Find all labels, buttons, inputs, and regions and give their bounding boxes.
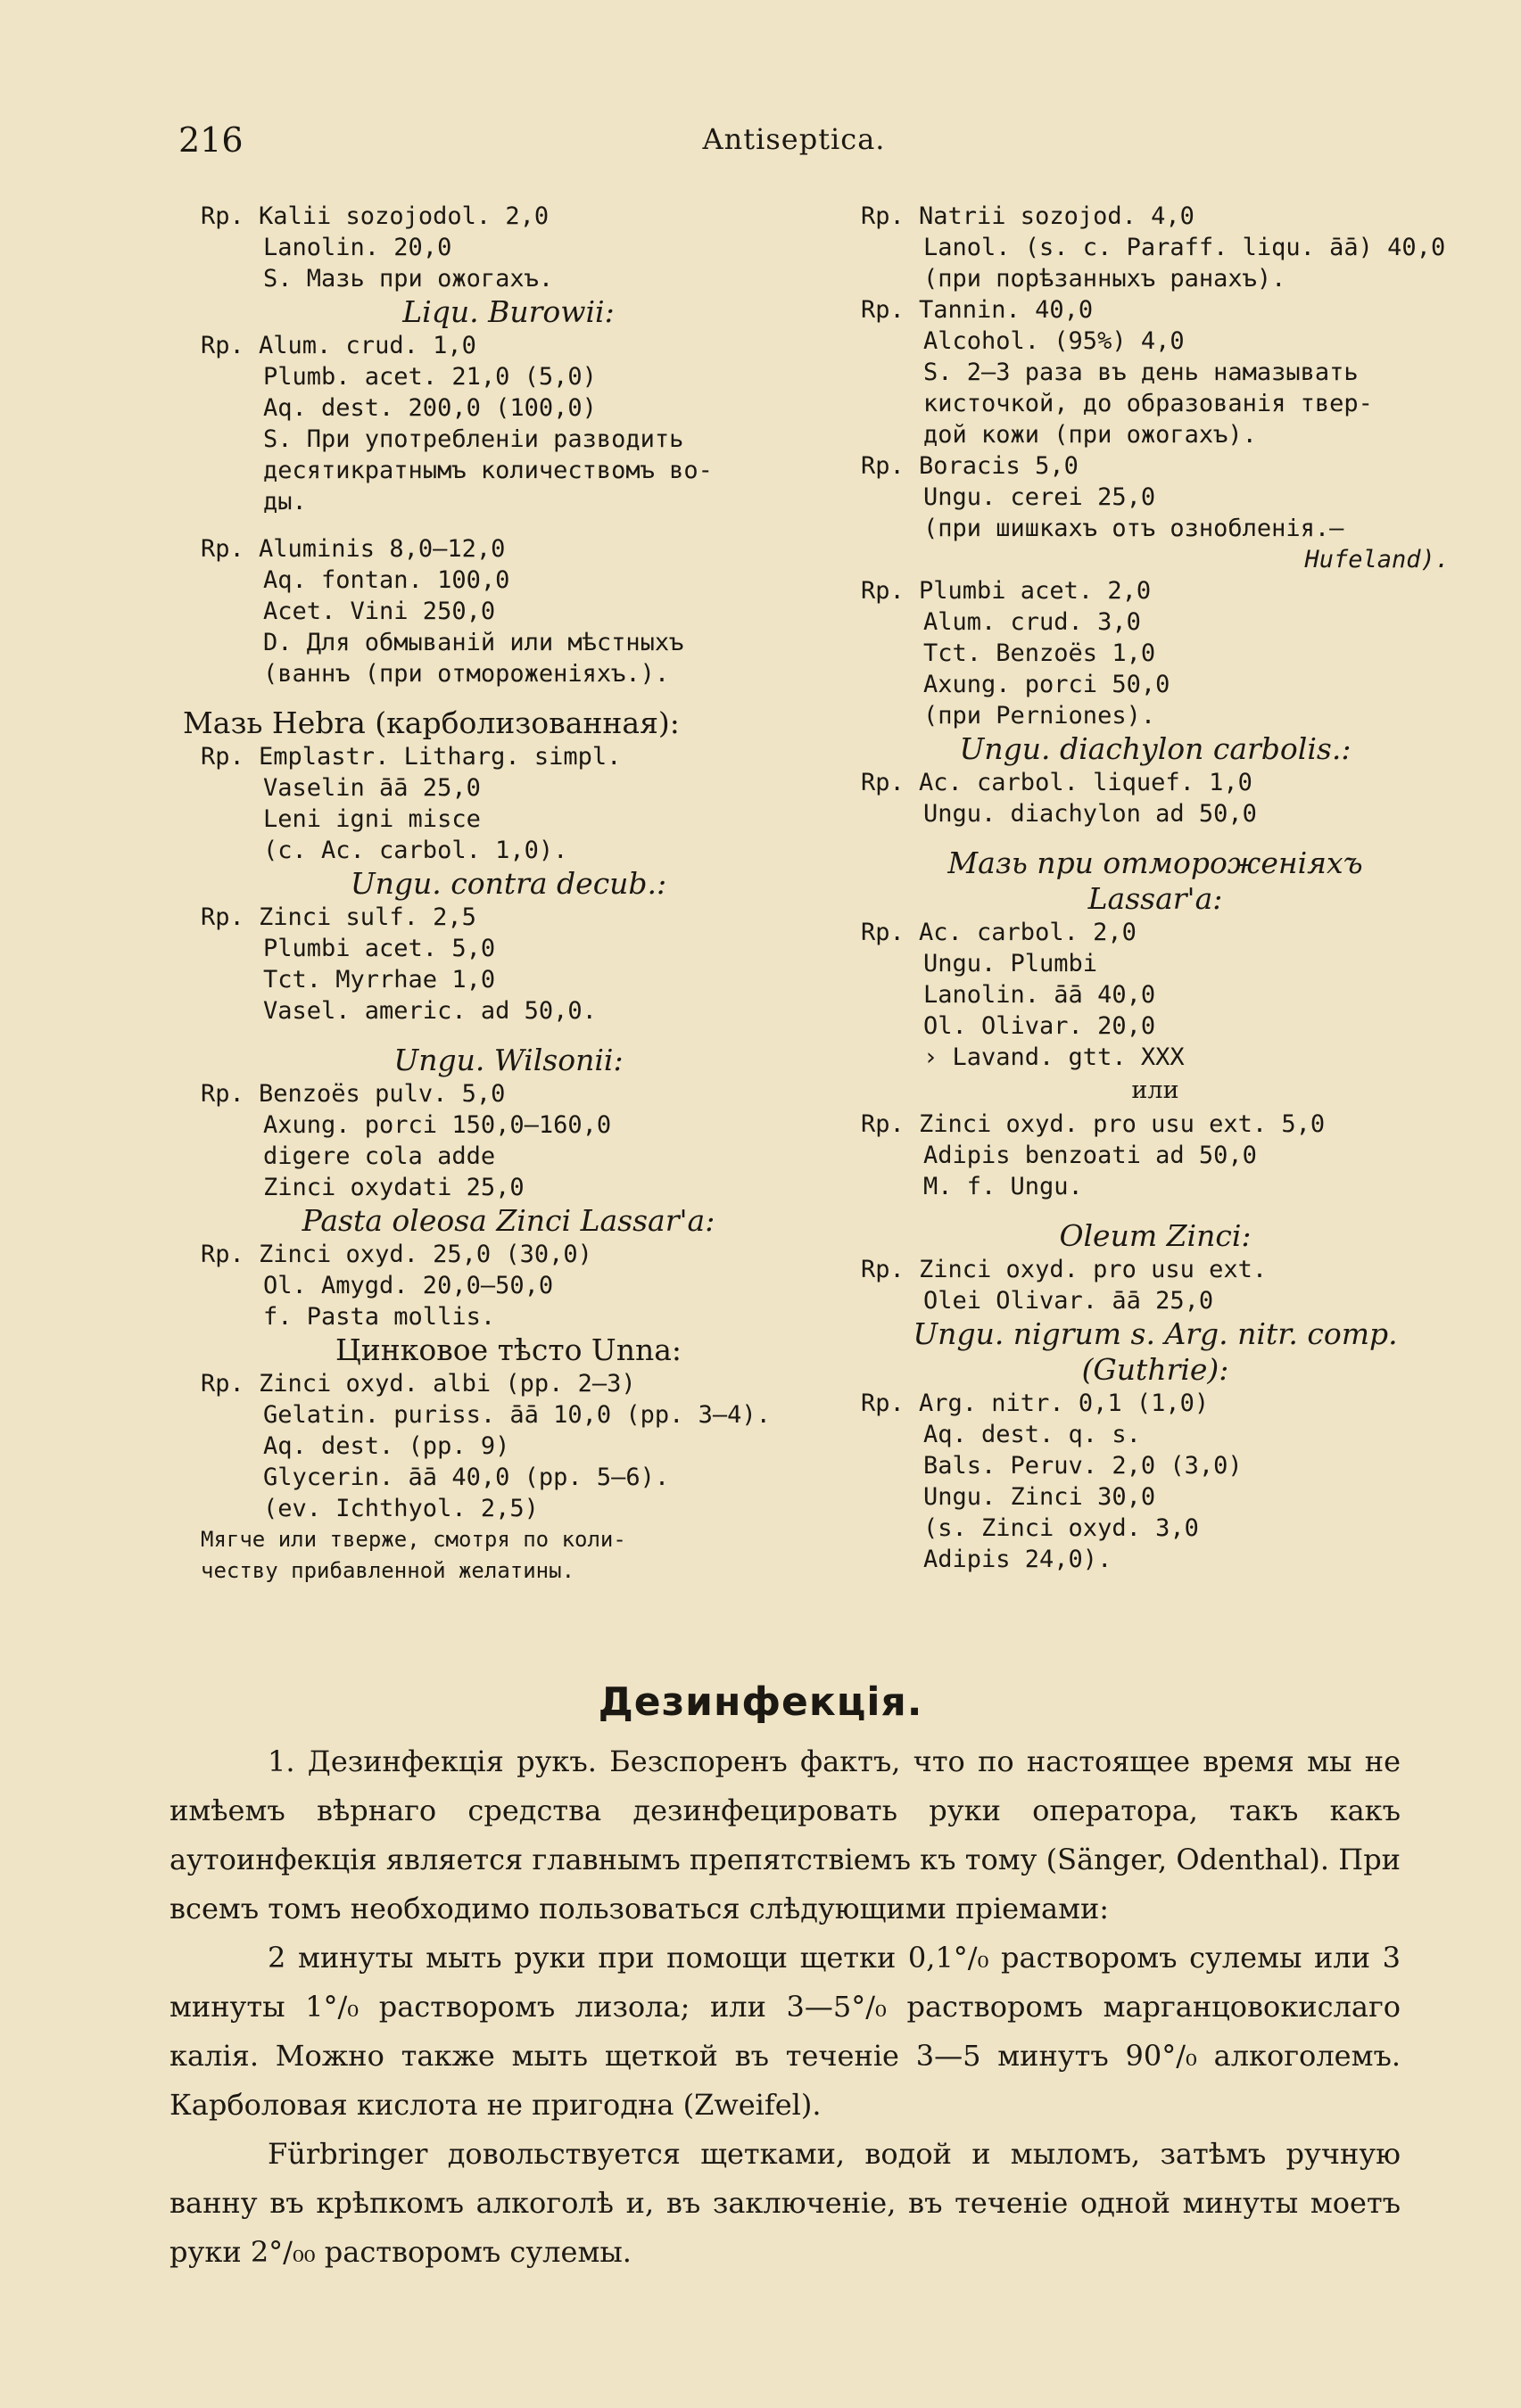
recipe-start-line: Rp. Zinci sulf. 2,5 (201, 903, 476, 931)
recipe-start-line: Rp. Natrii sozojod. 4,0 (861, 202, 1194, 230)
recipe-line: M. f. Ungu. (923, 1173, 1083, 1200)
recipe-line: Plumbi acet. 5,0 (263, 935, 496, 962)
recipe-start-line: Rp. Kalii sozojodol. 2,0 (201, 202, 550, 230)
section-paragraph: 1. Дезинфекція рукъ. Безспоренъ фактъ, что по настоящее время мы не имѣемъ вѣрнаго средства дезинфецировать руки оператора, такъ какъ аутоинфекція является главнымъ препятствіемъ къ тому (Sänger, Odenthal). При всемъ томъ необходимо пользоваться слѣдующими пріемами: (169, 1744, 1401, 1926)
recipe-heading: Lassar'a: (1087, 881, 1223, 916)
recipe-heading: (Guthrie): (1081, 1352, 1229, 1387)
left-recipe-column (183, 201, 816, 1587)
section-title: Дезинфекція. (598, 1679, 923, 1725)
recipe-line: Zinci oxydati 25,0 (263, 1174, 525, 1201)
recipe-heading: Ungu. Wilsonii: (393, 1043, 624, 1077)
recipe-line: Axung. porci 50,0 (923, 671, 1170, 698)
recipe-line: digere cola adde (263, 1142, 496, 1170)
recipe-line: Ungu. diachylon ad 50,0 (923, 800, 1257, 828)
recipe-line: f. Pasta mollis. (263, 1303, 496, 1331)
running-title: Antiseptica. (702, 122, 886, 156)
recipe-heading: Liqu. Burowii: (402, 294, 615, 329)
recipe-line: Gelatin. puriss. āā 10,0 (pp. 3—4). (263, 1401, 771, 1429)
recipe-line: Ungu. cerei 25,0 (923, 483, 1156, 511)
recipe-line: Aq. dest. 200,0 (100,0) (263, 394, 597, 422)
recipe-line: Aq. dest. q. s. (923, 1421, 1141, 1448)
recipe-line: Aq. dest. (pp. 9) (263, 1432, 510, 1460)
recipe-line: D. Для обмываній или мѣстныхъ (263, 629, 684, 656)
recipe-heading: Oleum Zinci: (1059, 1218, 1252, 1253)
recipe-line: Lanolin. āā 40,0 (923, 981, 1156, 1009)
recipe-start-line: Rp. Alum. crud. 1,0 (201, 332, 476, 359)
recipe-separator: или (1131, 1076, 1179, 1104)
recipe-note: честву прибавленной желатины. (201, 1558, 575, 1583)
recipe-line: Acet. Vini 250,0 (263, 598, 496, 625)
recipe-start-line: Rp. Zinci oxyd. albi (pp. 2—3) (201, 1370, 636, 1398)
recipe-line: Lanol. (s. c. Paraff. liqu. āā) 40,0 (923, 234, 1446, 261)
recipe-start-line: Rp. Plumbi acet. 2,0 (861, 577, 1152, 605)
recipe-start-line: Rp. Boracis 5,0 (861, 452, 1079, 480)
recipe-heading: Ungu. diachylon carbolis.: (959, 731, 1352, 766)
recipe-line: (ev. Ichthyol. 2,5) (263, 1495, 539, 1522)
recipe-line: Adipis benzoati ad 50,0 (923, 1142, 1257, 1169)
recipe-line: Plumb. acet. 21,0 (5,0) (263, 363, 597, 391)
recipe-heading: Мазь Hebra (карболизованная): (183, 705, 680, 740)
recipe-line: Alum. crud. 3,0 (923, 608, 1141, 636)
recipe-line: (при шишкахъ отъ ознобленія.— (923, 515, 1344, 542)
recipe-start-line: Rp. Ac. carbol. 2,0 (861, 919, 1137, 946)
recipe-line: Tct. Benzoës 1,0 (923, 639, 1156, 667)
recipe-start-line: Rp. Zinci oxyd. pro usu ext. (861, 1256, 1268, 1283)
recipe-line: Vaselin āā 25,0 (263, 774, 481, 802)
recipe-start-line: Rp. Tannin. 40,0 (861, 296, 1094, 324)
recipe-line: (ваннъ (при отмороженіяхъ.). (263, 660, 670, 688)
recipe-line: Ol. Olivar. 20,0 (923, 1012, 1156, 1040)
spacer (861, 1202, 1450, 1218)
recipe-line: S. 2—3 раза въ день намазывать (923, 359, 1359, 386)
recipe-line: Aq. fontan. 100,0 (263, 566, 510, 594)
spacer (201, 689, 816, 705)
recipe-line: кисточкой, до образованія твер- (923, 390, 1373, 417)
recipe-attribution: Hufeland). (1304, 546, 1450, 573)
recipe-line: Ungu. Zinci 30,0 (923, 1483, 1156, 1511)
recipe-line: Lanolin. 20,0 (263, 234, 452, 261)
recipe-heading: Ungu. nigrum s. Arg. nitr. comp. (913, 1316, 1398, 1351)
recipe-line: (при Perniones). (923, 702, 1156, 730)
recipe-heading: Pasta oleosa Zinci Lassar'a: (302, 1203, 715, 1238)
recipe-line: Olei Olivar. āā 25,0 (923, 1287, 1214, 1315)
recipe-heading: Мазь при отмороженіяхъ (947, 845, 1363, 880)
recipe-line: (s. Zinci oxyd. 3,0 (923, 1514, 1199, 1542)
recipe-line: Ungu. Plumbi (923, 950, 1098, 977)
recipe-heading: Ungu. contra decub.: (350, 866, 667, 901)
recipe-line: Alcohol. (95%) 4,0 (923, 327, 1185, 355)
recipe-line: Adipis 24,0). (923, 1546, 1112, 1573)
recipe-line: Vasel. americ. ad 50,0. (263, 997, 597, 1025)
recipe-start-line: Rp. Benzoës pulv. 5,0 (201, 1080, 506, 1108)
recipe-start-line: Rp. Arg. nitr. 0,1 (1,0) (861, 1390, 1210, 1417)
recipe-line: S. Мазь при ожогахъ. (263, 265, 554, 293)
recipe-start-line: Rp. Ac. carbol. liquef. 1,0 (861, 769, 1252, 796)
recipe-start-line: Rp. Zinci oxyd. pro usu ext. 5,0 (861, 1110, 1326, 1138)
recipe-line: Ol. Amygd. 20,0—50,0 (263, 1272, 554, 1299)
recipe-line: Axung. porci 150,0—160,0 (263, 1111, 612, 1139)
recipe-line: Leni igni misce (263, 805, 481, 833)
page-number: 216 (178, 120, 244, 160)
recipe-line: (c. Ac. carbol. 1,0). (263, 837, 568, 864)
recipe-line: (при порѣзанныхъ ранахъ). (923, 265, 1286, 293)
spacer (201, 1027, 816, 1043)
recipe-line: десятикратнымъ количествомъ во- (263, 457, 713, 484)
spacer (201, 517, 816, 533)
recipe-line: › Lavand. gtt. XXX (923, 1043, 1185, 1071)
recipe-start-line: Rp. Zinci oxyd. 25,0 (30,0) (201, 1241, 592, 1268)
recipe-line: дой кожи (при ожогахъ). (923, 421, 1257, 449)
recipe-heading: Цинковое тѣсто Unna: (335, 1332, 682, 1367)
recipe-start-line: Rp. Aluminis 8,0—12,0 (201, 535, 506, 563)
section-paragraph: 2 минуты мыть руки при помощи щетки 0,1°/₀ растворомъ сулемы или 3 минуты 1°/₀ растворомъ лизола; или 3—5°/₀ растворомъ марганцовокислаго калія. Можно также мыть щеткой въ теченіе 3—5 минутъ 90°/₀ алкоголемъ. Карболовая кислота не пригодна (Zweifel). (169, 1941, 1401, 2122)
section-paragraph: Fürbringer довольствуется щетками, водой и мыломъ, затѣмъ ручную ванну въ крѣпкомъ алкоголѣ и, въ заключеніе, въ теченіе одной минуты моетъ руки 2°/₀₀ растворомъ сулемы. (169, 2137, 1401, 2269)
recipe-note: Мягче или тверже, смотря по коли- (201, 1527, 626, 1552)
recipe-start-line: Rp. Emplastr. Litharg. simpl. (201, 743, 622, 771)
spacer (861, 829, 1450, 845)
recipe-line: Tct. Myrrhae 1,0 (263, 966, 496, 994)
recipe-line: S. При употребленіи разводить (263, 425, 684, 453)
right-recipe-column (861, 201, 1450, 1575)
recipe-line: Bals. Peruv. 2,0 (3,0) (923, 1452, 1243, 1480)
recipe-line: Glycerin. āā 40,0 (pp. 5—6). (263, 1464, 670, 1491)
section-body (169, 1737, 1401, 2277)
page-header (178, 120, 1409, 165)
recipe-line: ды. (263, 488, 307, 515)
